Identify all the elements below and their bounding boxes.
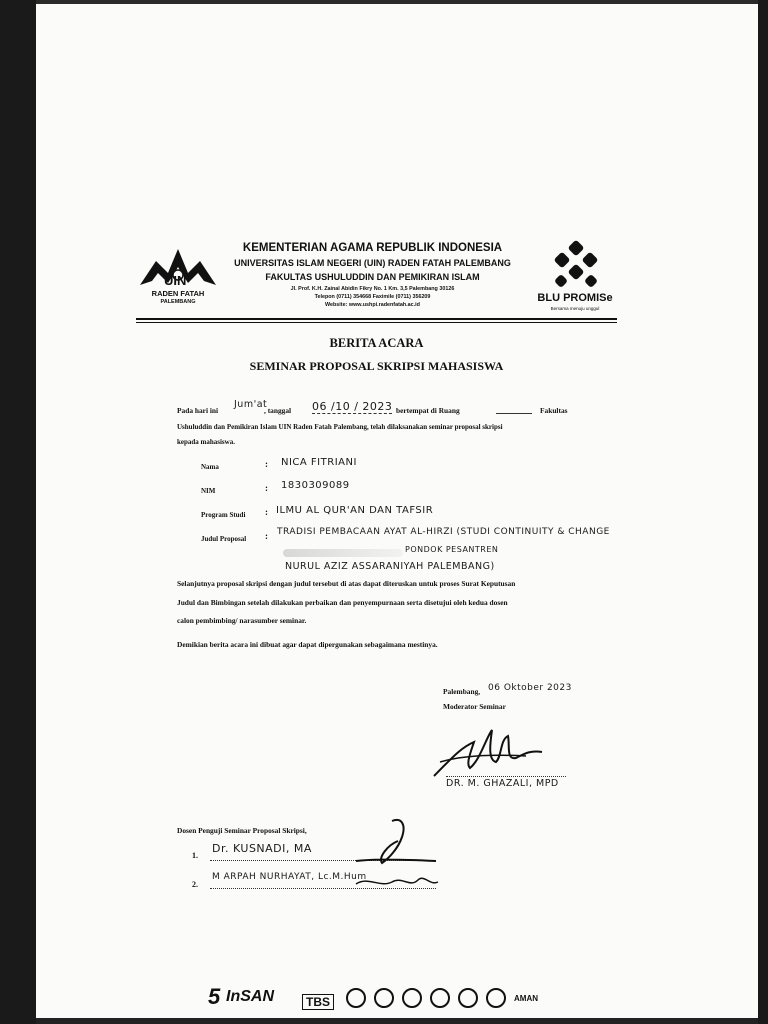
moderator-name: DR. M. GHAZALI, MPD [446, 778, 559, 789]
letterhead-website: Website: www.ushpi.radenfatah.ac.id [325, 302, 420, 308]
intro-bertempat: bertempat di Ruang [396, 406, 460, 415]
redacted-text [283, 549, 403, 557]
document-subtitle: SEMINAR PROPOSAL SKRIPSI MAHASISWA [249, 359, 504, 373]
footer-badge-3-icon [402, 988, 422, 1008]
body-p1-line-2: Judul dan Bimbingan setelah dilakukan perbaikan dan penyempurnaan serta disetujui oleh kedua dosen [177, 598, 508, 607]
intro-pada-hari: Pada hari ini [177, 406, 219, 415]
nim-colon: : [265, 483, 268, 493]
footer-badge-5-icon [458, 988, 478, 1008]
judul-line-1: TRADISI PEMBACAAN AYAT AL-HIRZI (STUDI CONTINUITY & CHANGE [277, 527, 610, 537]
uin-logo-text: UIN [164, 273, 187, 288]
moderator-signature [430, 720, 550, 780]
prodi-value: ILMU AL QUR'AN DAN TAFSIR [276, 505, 434, 516]
faculty-heading: FAKULTAS USHULUDDIN DAN PEMIKIRAN ISLAM [265, 272, 480, 282]
ruang-blank-line [496, 413, 532, 414]
uin-logo-city: PALEMBANG [160, 299, 196, 305]
judul-line-3: NURUL AZIZ ASSARANIYAH PALEMBANG) [285, 561, 495, 572]
footer-badge-1-icon [346, 988, 366, 1008]
footer-insan-number: 5 [208, 984, 221, 1009]
letterhead-divider-thin [136, 322, 617, 323]
prodi-colon: : [265, 507, 268, 517]
nim-label: NIM [201, 487, 216, 495]
scan-edge-bottom [36, 1018, 758, 1024]
footer-logos [206, 984, 540, 1012]
intro-tanggal-value: 06 /10 / 2023 [312, 400, 393, 413]
intro-line-2: Ushuluddin dan Pemikiran Islam UIN Raden Fatah Palembang, telah dilaksanakan seminar proposal skripsi [177, 423, 503, 431]
examiner-2-signature [352, 870, 442, 892]
blu-promise-text: BLU PROMISe [537, 292, 613, 304]
intro-tanggal-label: , tanggal [264, 406, 292, 415]
body-p2: Demikian berita acara ini dibuat agar dapat dipergunakan sebagaimana mestinya. [177, 640, 438, 649]
blu-promise-tagline: Bersama menuju unggul [550, 306, 600, 311]
letterhead-phone: Telepon (0711) 354668 Faximile (0711) 356209 [314, 294, 431, 300]
nama-value: NICA FITRIANI [281, 457, 357, 468]
letterhead-divider [136, 318, 617, 320]
uin-logo [138, 243, 218, 315]
place-date-value: 06 Oktober 2023 [488, 683, 572, 693]
nama-label: Nama [201, 463, 219, 471]
footer-badge-4-icon [430, 988, 450, 1008]
examiner-1-number: 1. [192, 851, 198, 860]
judul-label: Judul Proposal [201, 535, 247, 543]
examiner-1-name: Dr. KUSNADI, MA [212, 842, 312, 855]
intro-hari-value: Jum'at [234, 399, 268, 410]
intro-line-3: kepada mahasiswa. [177, 438, 235, 446]
nim-value: 1830309089 [281, 480, 350, 491]
judul-colon: : [265, 531, 268, 541]
footer-badge-6-icon [486, 988, 506, 1008]
body-p1-line-3: calon pembimbing/ narasumber seminar. [177, 616, 307, 625]
blu-promise-logo [534, 240, 616, 318]
prodi-label: Program Studi [201, 511, 246, 519]
judul-line-2: PONDOK PESANTREN [405, 545, 499, 554]
body-p1-line-1: Selanjutnya proposal skripsi dengan judul tersebut di atas dapat diteruskan untuk proses Surat Keputusan [177, 579, 516, 588]
place-date-label: Palembang, [443, 687, 481, 696]
scan-edge-top [36, 0, 758, 4]
nama-colon: : [265, 459, 268, 469]
examiner-2-number: 2. [192, 880, 198, 889]
footer-aman-logo: AMAN [514, 994, 538, 1003]
moderator-label: Moderator Seminar [443, 702, 506, 711]
examiner-2-name: M ARPAH NURHAYAT, Lc.M.Hum [212, 872, 367, 882]
examiner-1-signature [352, 815, 442, 870]
footer-badge-2-icon [374, 988, 394, 1008]
university-heading: UNIVERSITAS ISLAM NEGERI (UIN) RADEN FATAH PALEMBANG [234, 258, 511, 268]
ministry-heading: KEMENTERIAN AGAMA REPUBLIK INDONESIA [242, 242, 503, 254]
footer-insan-logo: InSAN [226, 988, 274, 1005]
examiners-heading: Dosen Penguji Seminar Proposal Skripsi, [177, 826, 307, 835]
letterhead-address: Jl. Prof. K.H. Zainal Abidin Fikry No. 1 Km. 3,5 Palembang 30126 [290, 286, 455, 292]
intro-fakultas: Fakultas [540, 406, 568, 415]
uin-logo-subtitle: RADEN FATAH [151, 289, 205, 298]
document-title: BERITA ACARA [329, 336, 424, 350]
footer-tbs-logo: TBS [302, 994, 334, 1010]
blu-promise-emblem-icon [546, 240, 606, 292]
